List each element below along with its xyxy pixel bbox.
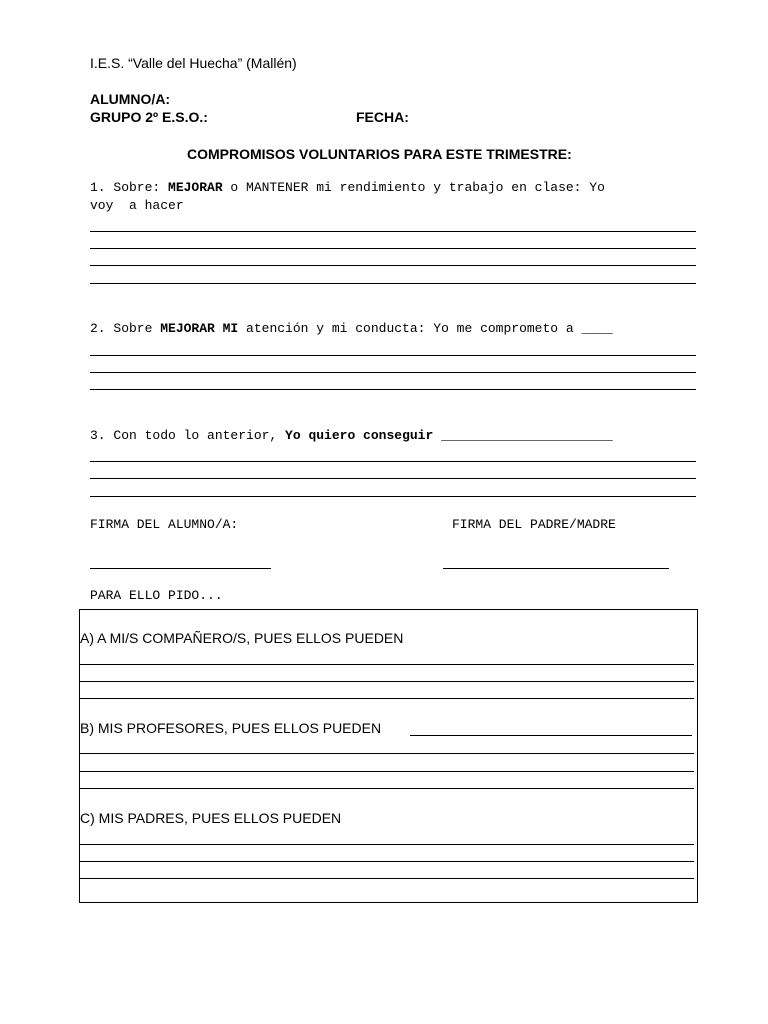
- answer-line[interactable]: [80, 698, 694, 699]
- alumno-label: ALUMNO/A:: [90, 91, 171, 107]
- question-3-rest: ______________________: [433, 428, 613, 443]
- answer-line[interactable]: [90, 355, 696, 356]
- signature-alumno-label: FIRMA DEL ALUMNO/A:: [90, 517, 239, 532]
- grupo-label: GRUPO 2º E.S.O.:: [90, 109, 208, 125]
- answer-line[interactable]: [90, 372, 696, 373]
- answer-line[interactable]: [80, 878, 694, 879]
- para-ello-label: PARA ELLO PIDO...: [90, 588, 223, 603]
- question-3-bold: Yo quiero conseguir: [285, 428, 434, 443]
- answer-line[interactable]: [80, 844, 694, 845]
- request-a-label: A) A MI/S COMPAÑERO/S, PUES ELLOS PUEDEN: [80, 630, 404, 646]
- question-3-prefix: 3. Con todo lo anterior,: [90, 428, 286, 443]
- question-2-prefix: 2. Sobre: [90, 321, 161, 336]
- answer-line[interactable]: [80, 771, 694, 772]
- answer-line[interactable]: [80, 753, 694, 754]
- requests-box: [79, 609, 698, 903]
- answer-line[interactable]: [90, 283, 696, 284]
- answer-line[interactable]: [90, 478, 696, 479]
- answer-line[interactable]: [90, 265, 696, 266]
- question-1: [90, 180, 605, 195]
- question-1-bold: MEJORAR: [168, 180, 223, 195]
- question-2-rest: atención y mi conducta: Yo me comprometo a ____: [238, 321, 613, 336]
- answer-line[interactable]: [80, 861, 694, 862]
- school-name: I.E.S. “Valle del Huecha” (Mallén): [90, 55, 297, 71]
- answer-line[interactable]: [90, 461, 696, 462]
- answer-line[interactable]: [90, 248, 696, 249]
- signature-padre-line[interactable]: [443, 568, 669, 569]
- answer-line[interactable]: [90, 389, 696, 390]
- question-1-prefix: 1. Sobre:: [90, 180, 169, 195]
- answer-line[interactable]: [90, 231, 696, 232]
- request-c-label: C) MIS PADRES, PUES ELLOS PUEDEN: [80, 810, 342, 826]
- request-b-label: B) MIS PROFESORES, PUES ELLOS PUEDEN: [80, 720, 382, 736]
- question-1-rest: o MANTENER mi rendimiento y trabajo en clase: Yo: [222, 180, 605, 195]
- page-title: COMPROMISOS VOLUNTARIOS PARA ESTE TRIMESTRE:: [187, 146, 572, 162]
- answer-line[interactable]: [90, 496, 696, 497]
- signature-alumno-line[interactable]: [90, 568, 271, 569]
- question-1-line2: voy a hacer: [90, 198, 184, 213]
- question-3: [90, 428, 613, 443]
- question-2: [90, 321, 613, 336]
- answer-line[interactable]: [80, 788, 694, 789]
- answer-line[interactable]: [80, 664, 694, 665]
- answer-line[interactable]: [410, 735, 692, 736]
- question-2-bold: MEJORAR MI: [160, 321, 239, 336]
- signature-padre-label: FIRMA DEL PADRE/MADRE: [452, 517, 616, 532]
- fecha-label: FECHA:: [356, 109, 409, 125]
- answer-line[interactable]: [80, 681, 694, 682]
